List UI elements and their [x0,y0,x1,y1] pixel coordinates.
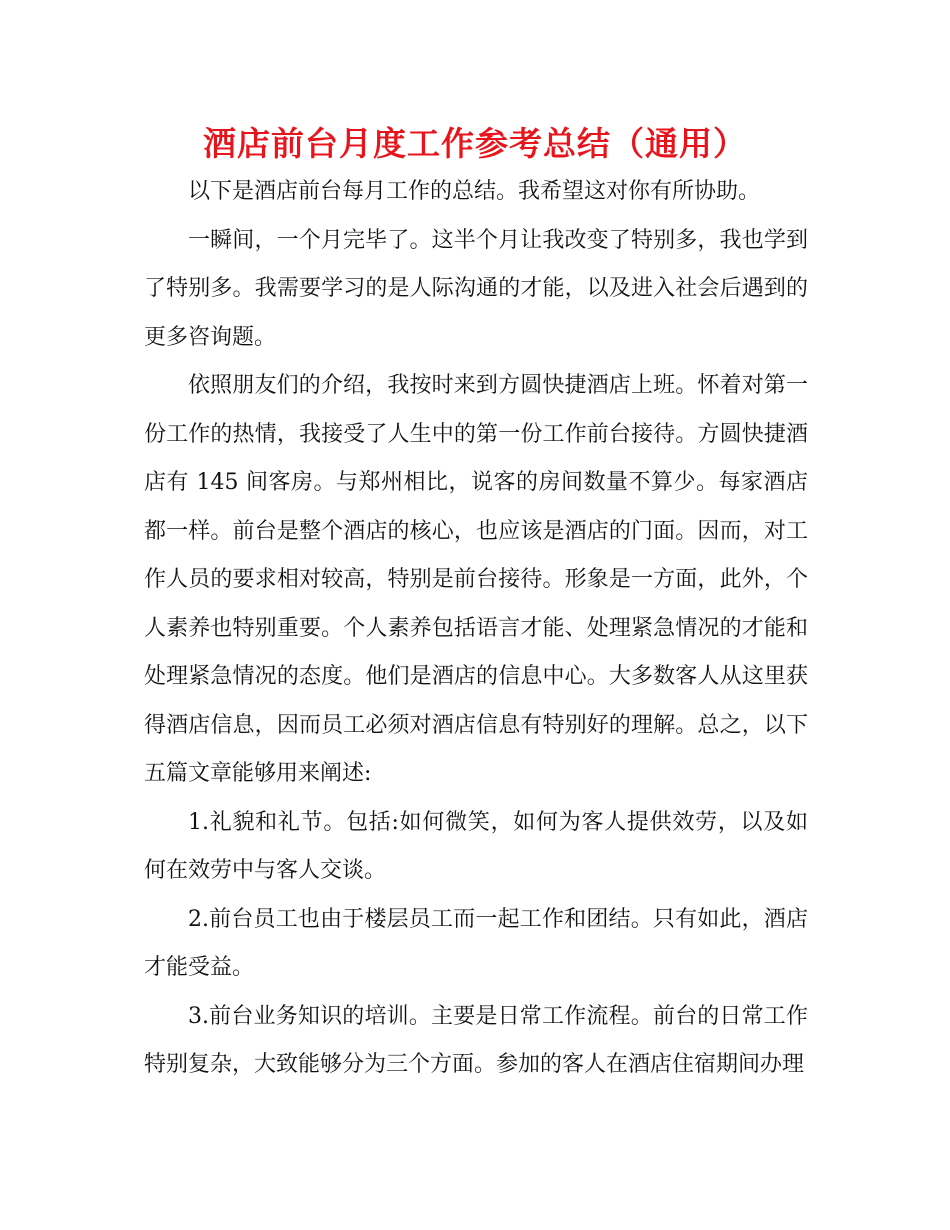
paragraph-point-1: 1.礼貌和礼节。包括:如何微笑，如何为客人提供效劳，以及如何在效劳中与客人交谈。 [144,809,808,883]
paragraph-intro: 以下是酒店前台每月工作的总结。我希望这对你有所协助。 [188,179,761,204]
paragraph-point-3: 3.前台业务知识的培训。主要是日常工作流程。前台的日常工作特别复杂，大致能够分为三个方面。参加的客人在酒店住宿期间办理 [144,1003,808,1077]
paragraph-hotel-description: 依照朋友们的介绍，我按时来到方圆快捷酒店上班。怀着对第一份工作的热情，我接受了人生中的第一份工作前台接待。方圆快捷酒店有 145 间客房。与郑州相比，说客的房间数量不算少。每家酒店都一样。前台是整个酒店的核心，也应该是酒店的门面。因而，对工作人员的要求相对较高，特别是前台接待。形象是一方面，此外，个人素养也特别重要。个人素养包括语言才能、处理紧急情况的才能和处理紧急情况的态度。他们是酒店的信息中心。大多数客人从这里获得酒店信息，因而员工必须对酒店信息有特别好的理解。总之，以下五篇文章能够用来阐述: [144,373,808,786]
paragraph-point-2: 2.前台员工也由于楼层员工而一起工作和团结。只有如此，酒店才能受益。 [144,906,808,980]
document-title: 酒店前台月度工作参考总结（通用） [203,124,747,163]
paragraph-reflection: 一瞬间，一个月完毕了。这半个月让我改变了特别多，我也学到了特别多。我需要学习的是人际沟通的才能，以及进入社会后遇到的更多咨询题。 [144,227,808,350]
document-body [144,168,808,1090]
